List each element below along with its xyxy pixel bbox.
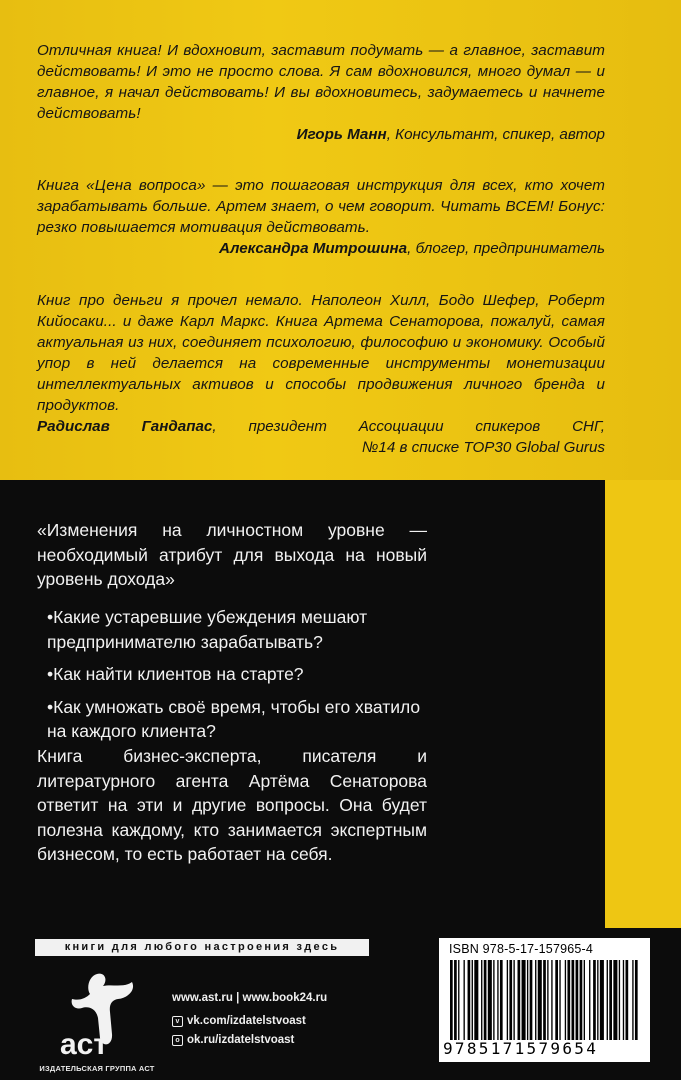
barcode-block	[439, 938, 650, 1062]
review-3	[37, 290, 605, 458]
ok-icon: o	[172, 1035, 183, 1046]
review-text: Книга «Цена вопроса» — это пошаговая инструкция для всех, кто хочет зарабатывать больше. Артем знает, о чем говорит. Читать ВСЕМ! Бонус: резко повышается мотивация действовать.	[37, 177, 605, 236]
question-item: •Какие устаревшие убеждения мешают предпринимателю зарабатывать?	[47, 607, 368, 652]
vk-icon: v	[172, 1016, 183, 1027]
review-text: Книг про деньги я прочел немало. Наполеон Хилл, Бодо Шефер, Роберт Кийосаки... и даже Карл Маркс. Книга Артема Сенаторова, пожалуй, самая актуальная из них, соединяет психологию, философию и экономику. Особый упор в ней делается на современные инструменты монетизации интеллектуальных активов и способы продвижения личного бренда и продуктов.	[37, 292, 605, 414]
review-author-role: , президент Ассоциации спикеров СНГ,	[212, 418, 605, 435]
vk-link[interactable]	[172, 1012, 327, 1031]
review-author: Игорь Манн	[296, 126, 387, 143]
review-signature	[37, 416, 605, 437]
review-signature	[37, 238, 605, 259]
barcode-icon	[448, 960, 638, 1040]
barcode-digits: 9785171579654	[443, 1039, 599, 1058]
review-author-role-line-2: №14 в списке TOP30 Global Gurus	[361, 439, 605, 456]
ok-link-text: ok.ru/izdatelstvoast	[187, 1034, 295, 1046]
key-quote: «Изменения на личностном уровне — необходимый атрибут для выхода на новый уровень дохода»	[37, 520, 427, 589]
publisher-links	[172, 989, 327, 1050]
website-links[interactable]: www.ast.ru | www.book24.ru	[172, 992, 328, 1004]
question-item: •Как найти клиентов на старте?	[47, 664, 304, 684]
publisher-name: ИЗДАТЕЛЬСКАЯ ГРУППА АСТ	[39, 1064, 155, 1073]
ok-link[interactable]	[172, 1031, 327, 1050]
ast-logo-icon	[42, 968, 152, 1063]
review-author: Радислав Гандапас	[37, 418, 213, 435]
review-text: Отличная книга! И вдохновит, заставит подумать — а главное, заставит действовать! И это не просто слова. Я сам вдохновился, много думал — и главное, я начал действовать! И вы вдохновитесь, задумаетесь и начнете действовать!	[37, 42, 605, 122]
ast-logo-text: аст	[60, 1028, 109, 1061]
review-signature	[37, 124, 605, 145]
review-author-role: , блогер, предприниматель	[407, 240, 605, 257]
tagline-banner: книги для любого настроения здесь	[35, 939, 369, 956]
review-2	[37, 175, 605, 259]
vk-link-text: vk.com/izdatelstvoast	[187, 1015, 306, 1027]
review-author-role: , Консультант, спикер, автор	[386, 126, 605, 143]
book-description: Книга бизнес-эксперта, писателя и литературного агента Артёма Сенаторова ответит на эти и другие вопросы. Она будет полезна каждому, кто занимается экспертным бизнесом, то есть работает на себя.	[37, 746, 427, 864]
question-list	[37, 605, 427, 752]
review-1	[37, 40, 605, 145]
yellow-side-strip	[605, 480, 681, 928]
isbn-number: ISBN 978-5-17-157965-4	[449, 942, 594, 956]
review-author: Александра Митрошина	[218, 240, 408, 257]
question-item: •Как умножать своё время, чтобы его хватило на каждого клиента?	[47, 696, 421, 741]
